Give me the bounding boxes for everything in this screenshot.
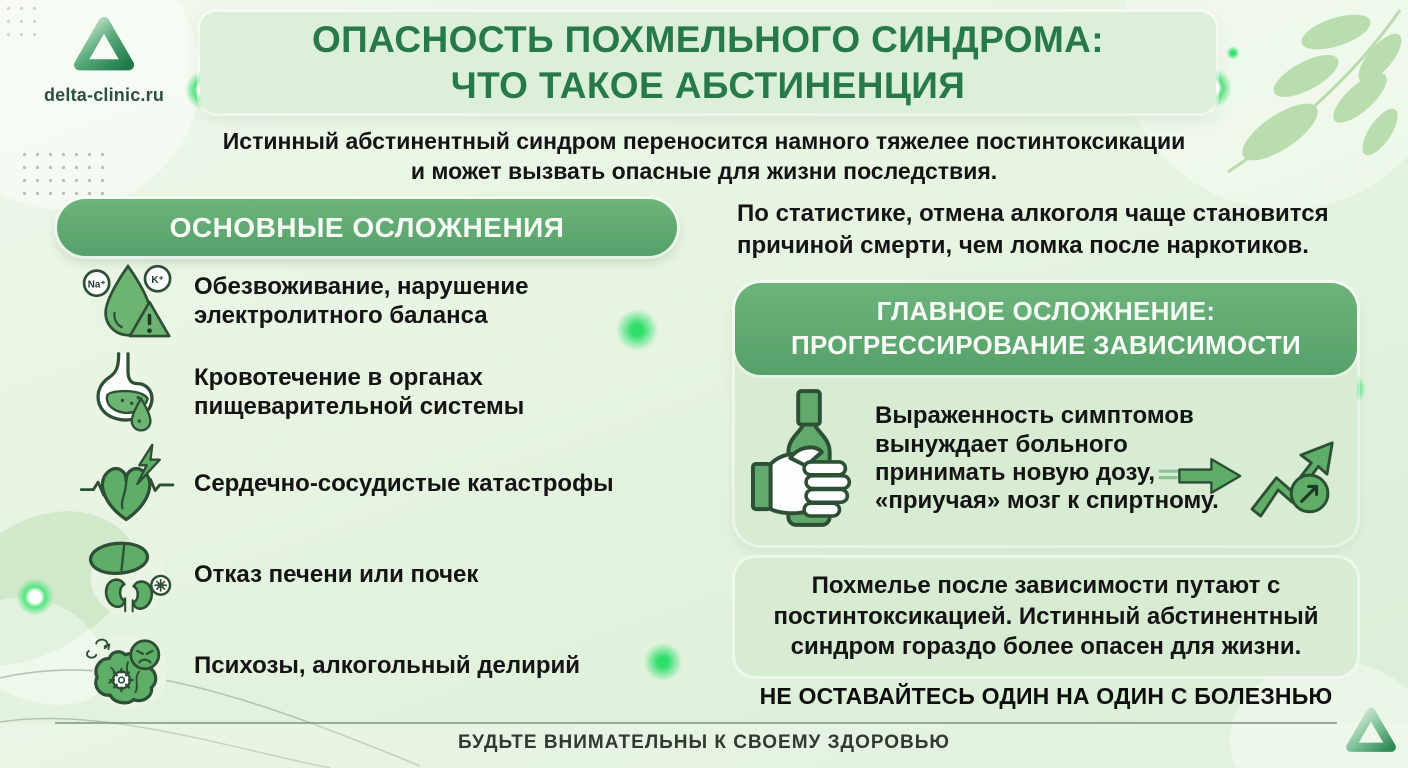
statistic-text: По статистике, отмена алкоголя чаще становится причиной смерти, чем ломка после наркотиков. bbox=[737, 200, 1329, 260]
list-item-label: Обезвоживание, нарушение электролитного баланса bbox=[194, 273, 529, 329]
site-url: delta-clinic.ru bbox=[43, 85, 165, 105]
subtitle bbox=[154, 126, 1254, 187]
stomach-bleeding-icon bbox=[80, 350, 176, 436]
page-title-line2: ЧТО ТАКОЕ АБСТИНЕНЦИЯ bbox=[450, 64, 966, 106]
page-title-line1: ОПАСНОСТЬ ПОХМЕЛЬНОГО СИНДРОМА: bbox=[311, 18, 1105, 60]
closing-statement: НЕ ОСТАВАЙТЕСЬ ОДИН НА ОДИН С БОЛЕЗНЬЮ bbox=[759, 683, 1333, 709]
main-complication-card bbox=[735, 283, 1357, 545]
glow-dot bbox=[1226, 46, 1240, 60]
list-item bbox=[62, 444, 662, 524]
delta-logo-icon bbox=[71, 12, 137, 78]
list-item-label: Психозы, алкогольный делирий bbox=[194, 651, 581, 679]
title-box bbox=[200, 12, 1216, 113]
list-item-label: Кровотечение в органах пищеварительной системы bbox=[194, 364, 525, 420]
arrow-right-icon bbox=[1157, 449, 1245, 503]
bottle-in-hand-icon bbox=[751, 385, 869, 533]
complications-header-pill: ОСНОВНЫЕ ОСЛОЖНЕНИЯ bbox=[57, 199, 677, 256]
note-card: Похмелье после зависимости путают с постинтоксикацией. Истинный абстинентный синдром гораздо более опасен для жизни. bbox=[735, 558, 1357, 676]
svg-text:Na⁺: Na⁺ bbox=[87, 279, 106, 291]
complications-list bbox=[62, 262, 662, 717]
electrolyte-drop-icon bbox=[70, 259, 186, 345]
brain-psychosis-icon bbox=[76, 623, 180, 709]
delta-logo-icon bbox=[1342, 702, 1400, 760]
growth-chart-icon bbox=[1245, 427, 1341, 525]
main-card-header-pill bbox=[735, 283, 1357, 375]
heart-attack-icon bbox=[76, 441, 180, 527]
list-item bbox=[62, 535, 662, 615]
footer-text: БУДЬТЕ ВНИМАТЕЛЬНЫ К СВОЕМУ ЗДОРОВЬЮ bbox=[457, 732, 951, 753]
glow-dot bbox=[16, 578, 54, 616]
liver-kidneys-icon bbox=[78, 533, 178, 617]
list-item-label: Отказ печени или почек bbox=[194, 560, 479, 588]
list-item-label: Сердечно-сосудистые катастрофы bbox=[194, 469, 614, 497]
subtitle-line1: Истинный абстинентный синдром переносится намного тяжелее постинтоксикации bbox=[222, 128, 1186, 154]
list-item bbox=[62, 262, 662, 342]
list-item bbox=[62, 626, 662, 706]
main-card-header-line1: ГЛАВНОЕ ОСЛОЖНЕНИЕ: bbox=[876, 296, 1216, 327]
dot-grid-decor bbox=[18, 148, 104, 196]
brand-block bbox=[20, 12, 188, 106]
subtitle-line2: и может вызвать опасные для жизни последствия. bbox=[410, 158, 998, 185]
svg-text:K⁺: K⁺ bbox=[151, 275, 164, 287]
footer-divider bbox=[55, 722, 1337, 724]
main-card-header-line2: ПРОГРЕССИРОВАНИЕ ЗАВИСИМОСТИ bbox=[790, 330, 1302, 360]
list-item bbox=[62, 353, 662, 433]
main-card-body-text: Выраженность симптомов вынуждает больного принимать новую дозу, «приучая» мозг к спиртному. bbox=[875, 402, 1219, 515]
